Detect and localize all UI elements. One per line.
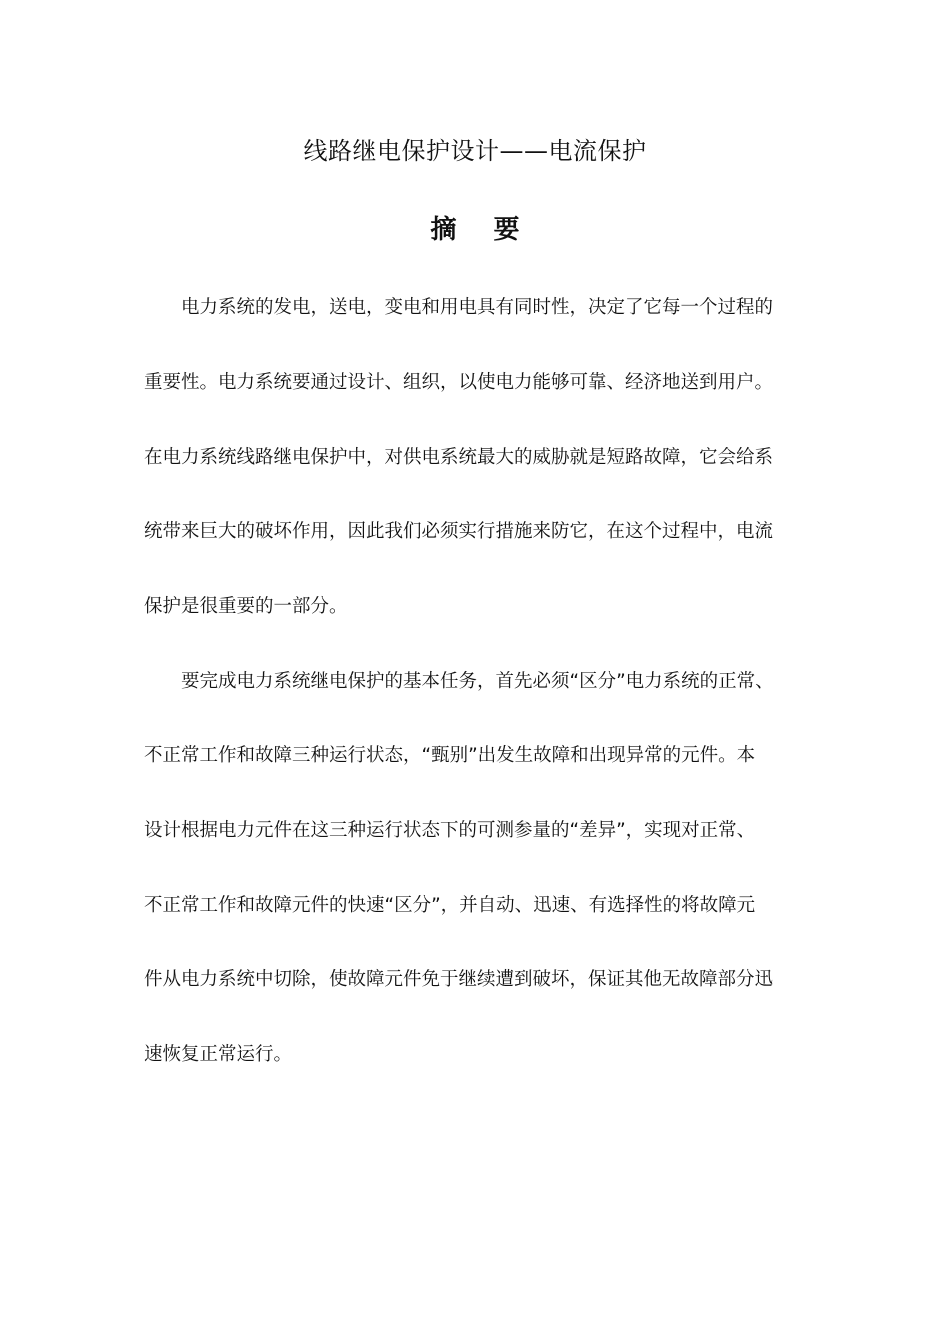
paragraph-line: 不正常工作和故障元件的快速“区分”，并自动、迅速、有选择性的将故障元 — [144, 895, 756, 916]
paragraph-line: 电力系统的发电，送电，变电和用电具有同时性，决定了它每一个过程的 — [181, 297, 774, 318]
paragraph-line: 件从电力系统中切除，使故障元件免于继续遭到破坏，保证其他无故障部分迅 — [144, 969, 774, 990]
abstract-heading: 摘 要 — [430, 215, 534, 245]
paragraph-line: 不正常工作和故障三种运行状态，“甄别”出发生故障和出现异常的元件。本 — [144, 745, 756, 766]
paragraph-line: 在电力系统线路继电保护中，对供电系统最大的威胁就是短路故障，它会给系 — [144, 447, 774, 468]
paragraph-line: 统带来巨大的破坏作用，因此我们必须实行措施来防它，在这个过程中，电流 — [144, 521, 774, 542]
document-title: 线路继电保护设计——电流保护 — [303, 137, 647, 165]
paragraph-line: 保护是很重要的一部分。 — [144, 596, 348, 617]
paragraph-line: 速恢复正常运行。 — [144, 1044, 293, 1065]
paragraph-line: 重要性。电力系统要通过设计、组织，以使电力能够可靠、经济地送到用户。 — [144, 372, 774, 393]
paragraph-line: 设计根据电力元件在这三种运行状态下的可测参量的“差异”，实现对正常、 — [144, 820, 756, 841]
paragraph-line: 要完成电力系统继电保护的基本任务，首先必须“区分”电力系统的正常、 — [181, 671, 774, 692]
